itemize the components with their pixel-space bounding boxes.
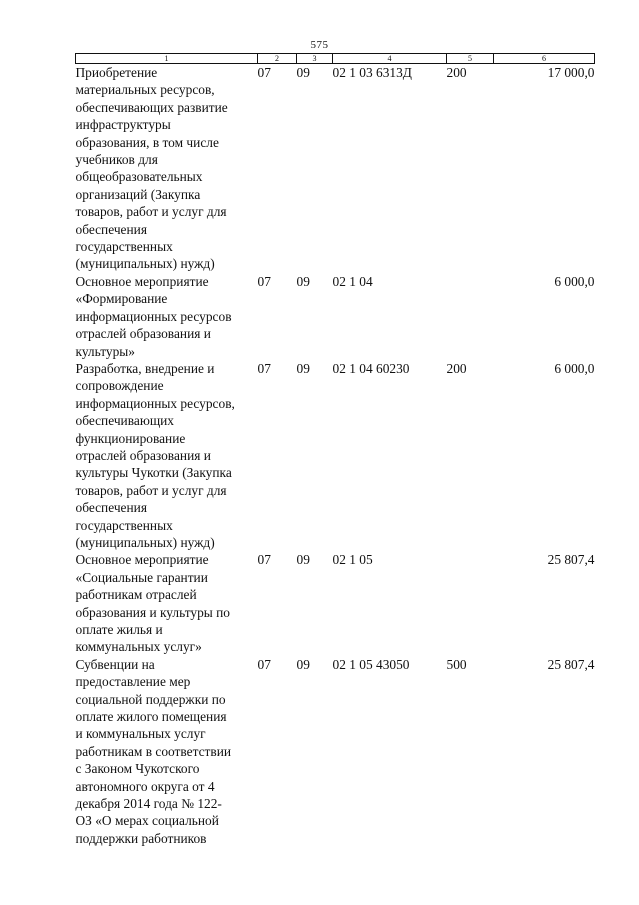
row-name-line: Основное мероприятие (75, 273, 209, 289)
row-section: 07 (257, 273, 271, 289)
row-name-line: коммунальных услуг» (75, 639, 202, 655)
column-number-6: 6 (494, 54, 595, 64)
row-name-line: «Социальные гарантии (75, 569, 208, 585)
row-expense-type (447, 551, 494, 655)
column-number-4: 4 (333, 54, 447, 64)
row-name-line: обеспечения (75, 221, 147, 237)
row-subsection: 09 (296, 65, 310, 80)
row-name-line: отраслей образования и (75, 447, 211, 463)
row-name-line: обеспечивающих (75, 413, 174, 429)
row-name-line: сопровождение (75, 378, 164, 394)
row-name-line: «Формирование (75, 291, 168, 307)
row-name-line: социальной поддержки по (75, 691, 226, 707)
row-name-line: оплате жилья и (75, 622, 163, 637)
table-row (76, 273, 595, 360)
row-name-line: обеспечения (75, 500, 147, 516)
column-number-2: 2 (258, 54, 297, 64)
row-name (76, 656, 258, 847)
column-number-1: 1 (76, 54, 258, 64)
row-name-line: культуры Чукотки (Закупка (75, 465, 232, 481)
row-name-line: общеобразовательных (75, 169, 203, 185)
row-name-line: обеспечивающих развитие (75, 99, 228, 115)
row-name-line: информационных ресурсов (75, 308, 232, 324)
row-subsection: 09 (296, 656, 310, 672)
row-name-line: организаций (Закупка (75, 186, 201, 202)
table-row (76, 551, 595, 655)
row-name-line: отраслей образования и (75, 326, 211, 342)
row-section: 07 (257, 552, 271, 568)
row-expense-type: 500 (446, 656, 467, 672)
row-name-line: работникам отраслей (75, 587, 197, 603)
row-name-line: работникам в соответствии (75, 743, 232, 759)
row-section: 07 (257, 360, 271, 376)
row-amount: 25 807,4 (547, 552, 595, 568)
row-amount: 6 000,0 (554, 360, 595, 376)
row-subsection: 09 (296, 552, 310, 568)
row-name-line: Основное мероприятие (75, 552, 209, 568)
row-target-article: 02 1 05 43050 (332, 656, 410, 672)
row-target-article: 02 1 05 (332, 552, 373, 568)
row-name-line: учебников для (75, 152, 158, 168)
row-section: 07 (257, 656, 271, 672)
row-name-line: автономного округа от 4 (75, 778, 215, 794)
column-number-row (76, 54, 595, 64)
row-name (76, 273, 258, 360)
row-name-line: оплате жилого помещения (75, 709, 227, 725)
row-name-line: Приобретение (75, 65, 158, 80)
row-amount: 25 807,4 (547, 656, 595, 672)
column-number-3: 3 (297, 54, 333, 64)
row-subsection: 09 (296, 273, 310, 289)
row-name (76, 360, 258, 551)
row-expense-type: 200 (446, 360, 467, 376)
row-name-line: государственных (75, 239, 173, 255)
row-name-line: материальных ресурсов, (75, 82, 215, 98)
table-row (76, 360, 595, 551)
row-name-line: поддержки работников (75, 830, 207, 846)
row-target-article: 02 1 03 6313Д (332, 65, 412, 80)
row-name-line: Субвенции на (75, 656, 155, 672)
row-name (76, 64, 258, 273)
table-row (76, 656, 595, 847)
budget-table (75, 53, 595, 847)
row-name-line: товаров, работ и услуг для (75, 482, 227, 498)
row-name (76, 551, 258, 655)
row-name-line: Разработка, внедрение и (75, 360, 215, 376)
row-expense-type (447, 273, 494, 360)
row-name-line: государственных (75, 517, 173, 533)
row-target-article: 02 1 04 60230 (332, 360, 410, 376)
row-name-line: культуры» (75, 343, 135, 359)
row-name-line: образования и культуры по (75, 604, 230, 620)
row-expense-type: 200 (446, 65, 467, 80)
row-name-line: информационных ресурсов, (75, 395, 235, 411)
row-name-line: с Законом Чукотского (75, 761, 200, 777)
row-name-line: декабря 2014 года № 122- (75, 796, 222, 812)
column-number-5: 5 (447, 54, 494, 64)
table-body (76, 64, 595, 848)
row-amount: 17 000,0 (547, 65, 595, 80)
page-number: 575 (310, 39, 329, 51)
row-name-line: и коммунальных услуг (75, 726, 206, 742)
row-target-article: 02 1 04 (332, 273, 373, 289)
row-name-line: ОЗ «О мерах социальной (75, 813, 219, 829)
row-name-line: инфраструктуры (75, 117, 171, 133)
row-name-line: предоставление мер (75, 674, 191, 690)
row-section: 07 (257, 65, 271, 80)
row-name-line: образования, в том числе (75, 134, 219, 150)
table-row (76, 64, 595, 273)
row-name-line: товаров, работ и услуг для (75, 204, 227, 220)
row-name-line: (муниципальных) нужд) (75, 534, 215, 550)
row-name-line: (муниципальных) нужд) (75, 256, 215, 272)
row-subsection: 09 (296, 360, 310, 376)
row-name-line: функционирование (75, 430, 186, 446)
row-amount: 6 000,0 (554, 273, 595, 289)
